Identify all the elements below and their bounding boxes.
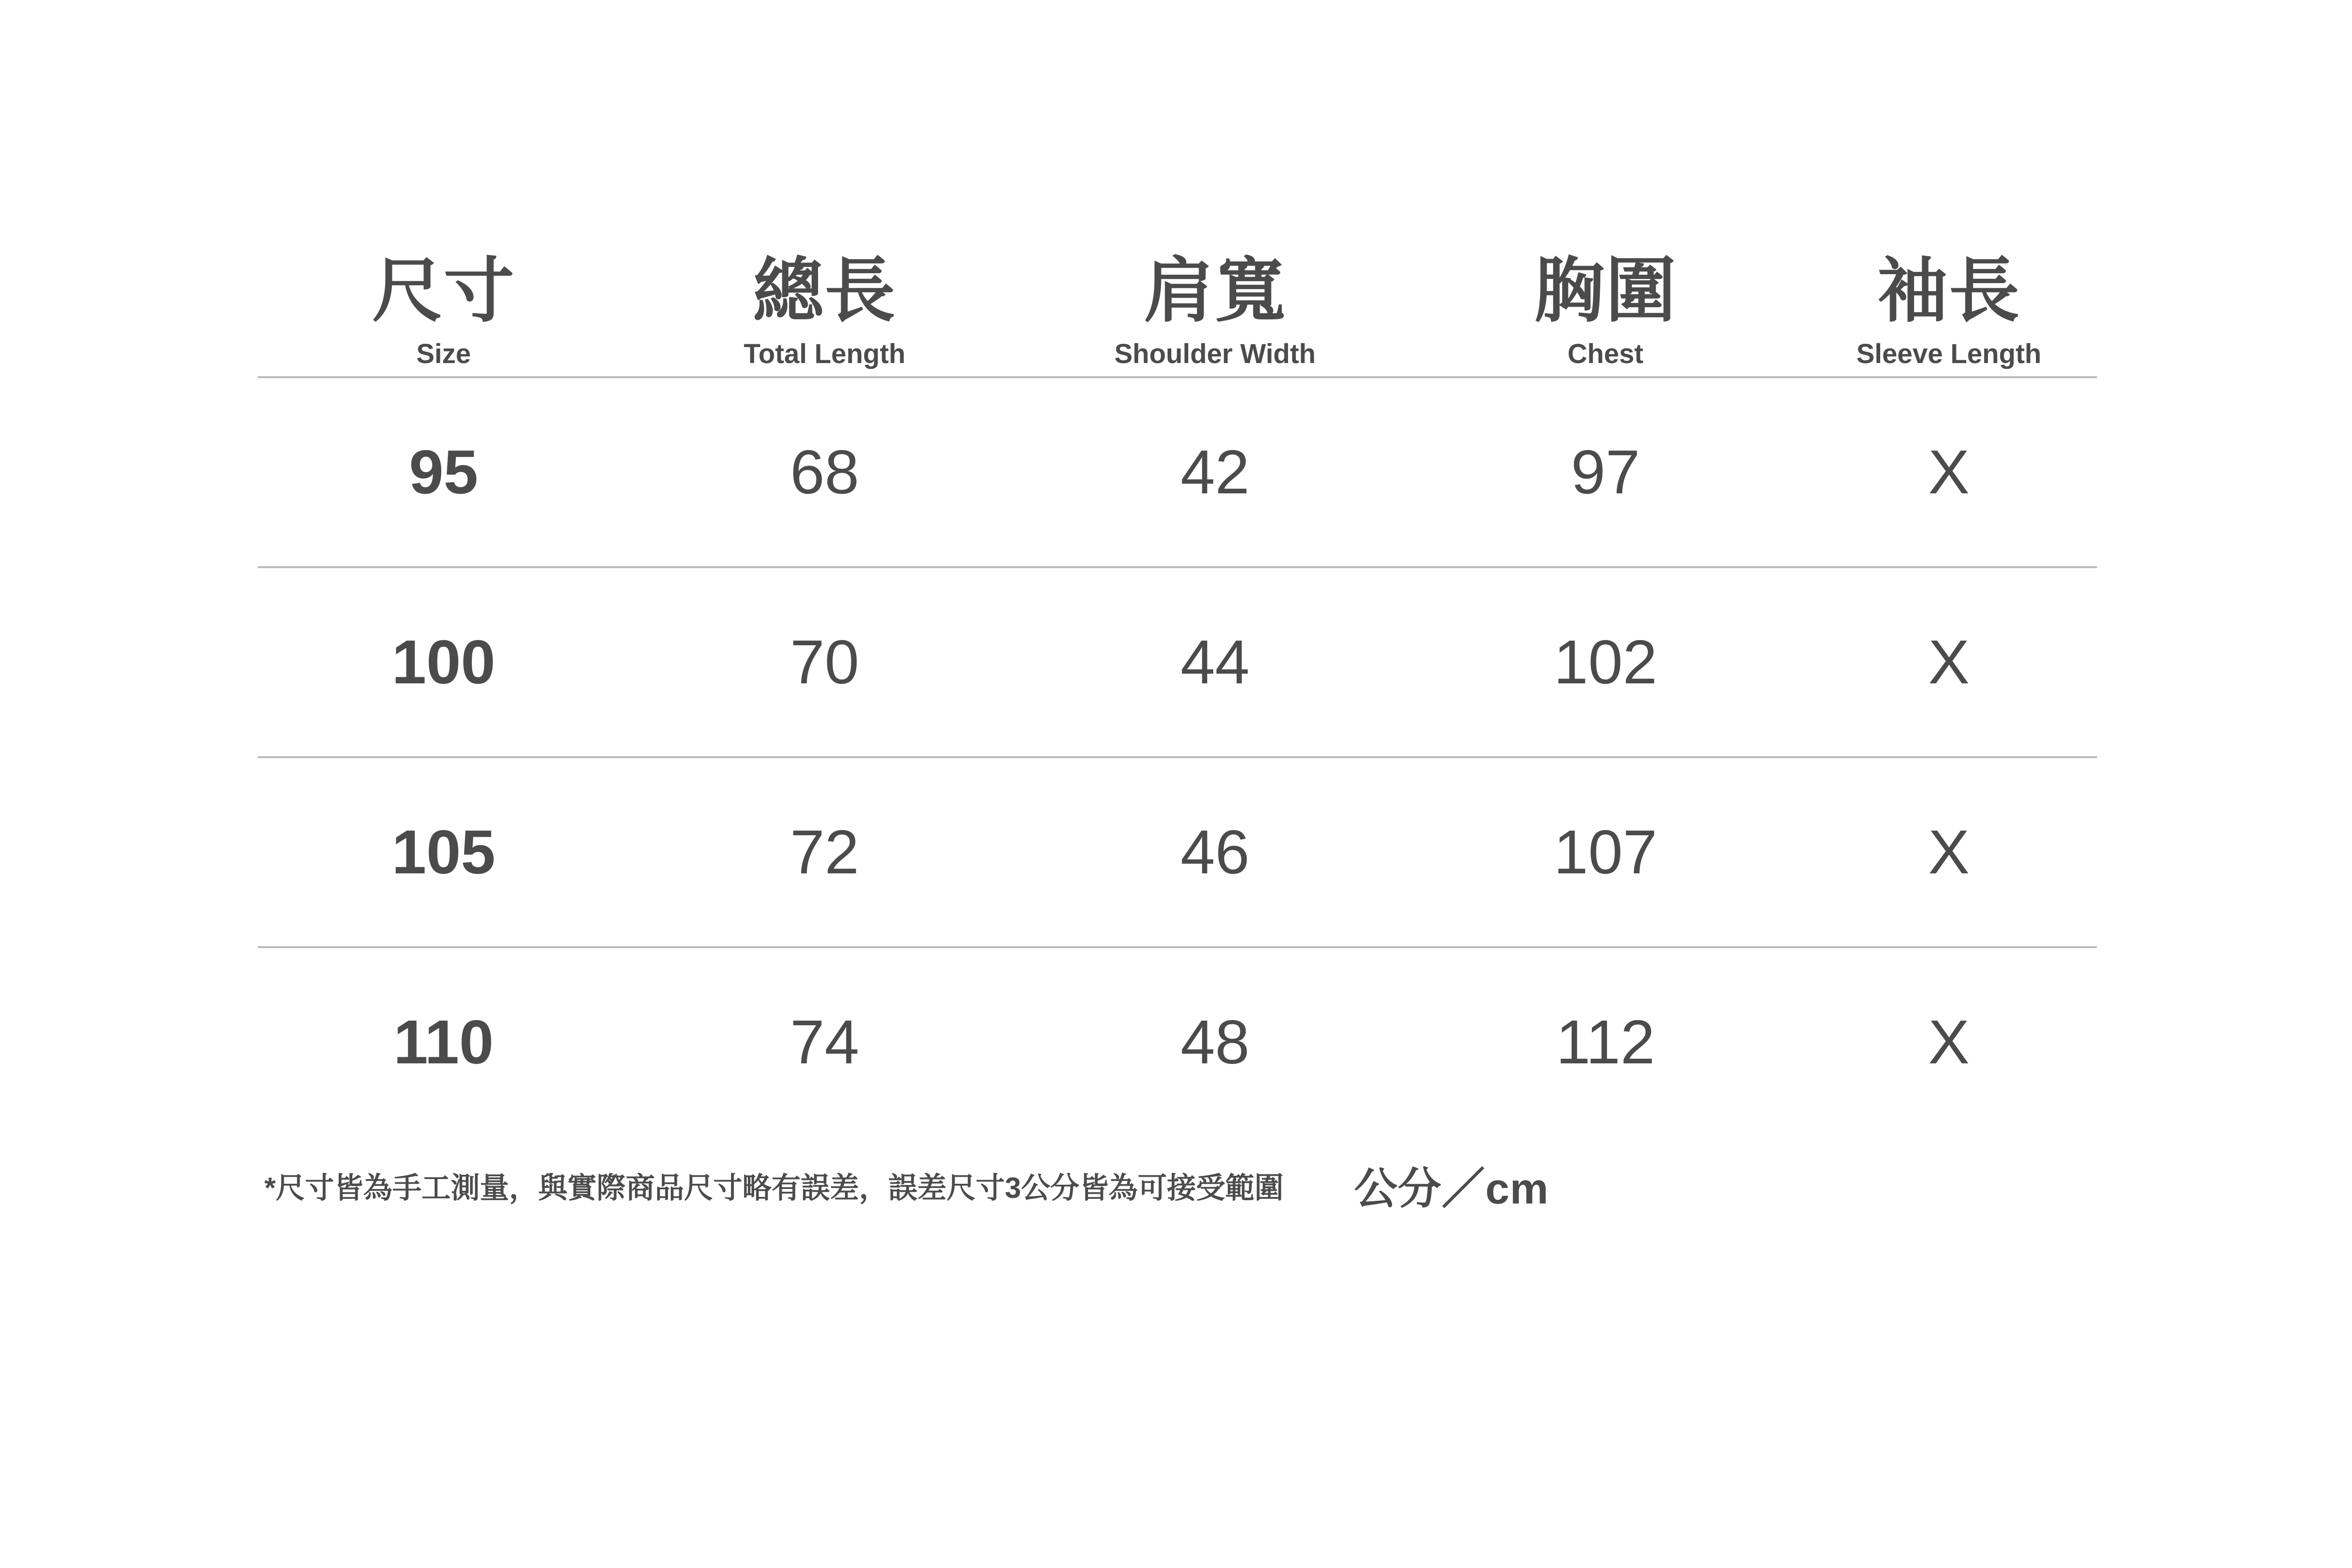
cell-chest: 112	[1556, 1007, 1655, 1077]
column-header-chest-en: Chest	[1567, 339, 1644, 370]
cell-chest: 107	[1553, 817, 1658, 887]
cell-shoulder-width: 48	[1180, 1007, 1250, 1077]
column-header-sleeve-length	[1801, 251, 2097, 376]
cell-total-length: 74	[790, 1007, 859, 1077]
column-header-total-length-en: Total Length	[744, 339, 906, 370]
cell-shoulder-width: 44	[1180, 627, 1250, 697]
column-header-size-zh: 尺寸	[372, 251, 515, 330]
table-row	[258, 568, 2097, 756]
table-header-row	[258, 221, 2097, 376]
column-header-size	[258, 251, 629, 376]
table-row	[258, 948, 2097, 1136]
size-chart	[258, 221, 2097, 1216]
column-header-shoulder-width-en: Shoulder Width	[1114, 339, 1316, 370]
column-header-total-length-zh: 總長	[753, 251, 896, 330]
cell-size: 100	[391, 627, 496, 697]
cell-size: 110	[393, 1007, 494, 1077]
column-header-sleeve-length-zh: 袖長	[1877, 251, 2020, 330]
column-header-chest-zh: 胸圍	[1534, 251, 1677, 330]
cell-sleeve-length: X	[1928, 1007, 1970, 1077]
column-header-sleeve-length-en: Sleeve Length	[1856, 339, 2042, 370]
cell-total-length: 72	[790, 817, 859, 887]
measurement-note: *尺寸皆為手工測量，與實際商品尺寸略有誤差，誤差尺寸3公分皆為可接受範圍	[264, 1172, 1284, 1204]
column-header-shoulder-width	[1020, 251, 1410, 376]
cell-sleeve-length: X	[1928, 817, 1970, 887]
cell-chest: 97	[1571, 437, 1640, 507]
column-header-size-en: Size	[416, 339, 471, 370]
column-header-shoulder-width-zh: 肩寬	[1143, 251, 1287, 330]
cell-shoulder-width: 46	[1180, 817, 1250, 887]
cell-total-length: 70	[790, 627, 859, 697]
table-row	[258, 758, 2097, 946]
cell-size: 95	[409, 437, 478, 507]
footnote-row	[258, 1154, 2097, 1216]
table-row	[258, 378, 2097, 566]
cell-chest: 102	[1553, 627, 1658, 697]
cell-total-length: 68	[790, 437, 859, 507]
cell-sleeve-length: X	[1928, 437, 1970, 507]
unit-label: 公分／cm	[1354, 1165, 1549, 1213]
column-header-total-length	[629, 251, 1020, 376]
cell-shoulder-width: 42	[1180, 437, 1250, 507]
cell-size: 105	[391, 817, 496, 887]
cell-sleeve-length: X	[1928, 627, 1970, 697]
column-header-chest	[1410, 251, 1801, 376]
